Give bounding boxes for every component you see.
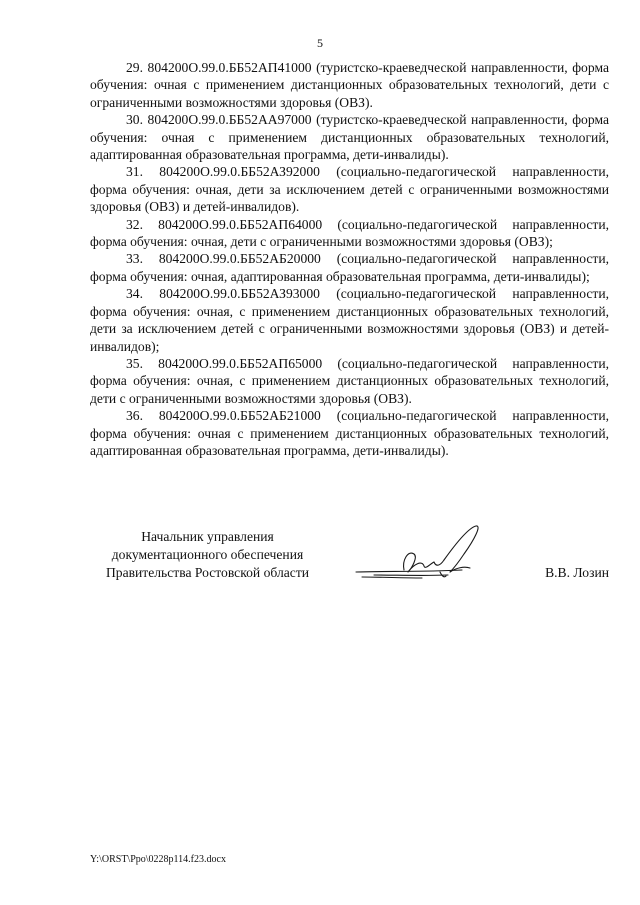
- list-item-32: [90, 216, 609, 251]
- list-item-29: [90, 59, 609, 111]
- page-number: 5: [317, 36, 323, 50]
- item-code: 30. 804200О.99.0.ББ52АА97000: [126, 112, 312, 128]
- item-text: (социально-педагогической направленности, форма обучения: очная, дети за исключением детей с ограниченными возможностями здоровья (ОВЗ) и детей-инвалидов).: [90, 164, 609, 215]
- item-code: 32. 804200О.99.0.ББ52АП64000: [126, 216, 323, 232]
- list-item-33: [90, 250, 609, 285]
- item-code: 34. 804200О.99.0.ББ52АЗ93000: [126, 286, 320, 302]
- handwritten-signature: [352, 520, 502, 595]
- item-code: 35. 804200О.99.0.ББ52АП65000: [126, 355, 323, 371]
- file-path-footer: Y:\ORST\Ppo\0228p114.f23.docx: [90, 854, 226, 865]
- document-body: [90, 59, 609, 459]
- title-line-3: Правительства Ростовской области: [105, 565, 310, 580]
- signatory-title: [90, 528, 325, 582]
- item-code: 36. 804200О.99.0.ББ52АБ21000: [126, 408, 321, 424]
- title-line-1: Начальник управления: [141, 529, 274, 544]
- item-text: (туристско-краеведческой направленности, форма обучения: очная с применением дистанционных образовательных технологий, адаптированная образовательная программа, дети-инвалиды).: [90, 112, 609, 163]
- item-text: (социально-педагогической направленности, форма обучения: очная, с применением дистанционных образовательных технологий, дети с ограниченными возможностями здоровья (ОВЗ).: [90, 355, 609, 406]
- item-code: 33. 804200О.99.0.ББ52АБ20000: [126, 251, 321, 267]
- item-text: (социально-педагогической направленности, форма обучения: очная, адаптированная образовательная программа, дети-инвалиды);: [90, 251, 609, 284]
- item-text: (туристско-краеведческой направленности, форма обучения: очная с применением дистанционных образовательных технологий, дети с ограниченными возможностями здоровья (ОВЗ).: [90, 60, 609, 110]
- list-item-30: [90, 111, 609, 163]
- item-text: (социально-педагогической направленности, форма обучения: очная, дети с ограниченными возможностями здоровья (ОВЗ);: [90, 216, 609, 250]
- list-item-31: [90, 163, 609, 215]
- signature-block: [90, 520, 609, 600]
- item-code: 29. 804200О.99.0.ББ52АП41000: [126, 60, 312, 75]
- item-text: (социально-педагогической направленности, форма обучения: очная с применением дистанционных образовательных технологий, адаптированная образовательная программа, дети-инвалиды).: [90, 408, 609, 458]
- item-text: (социально-педагогической направленности, форма обучения: очная, с применением дистанционных образовательных технологий, дети за исключением детей с ограниченными возможностями здоровья (ОВЗ) и детей-инвалидов);: [90, 286, 609, 354]
- item-code: 31. 804200О.99.0.ББ52АЗ92000: [126, 164, 320, 180]
- list-item-34: [90, 285, 609, 355]
- list-item-36: [90, 407, 609, 459]
- title-line-2: документационного обеспечения: [111, 547, 304, 562]
- signatory-name: В.В. Лозин: [545, 565, 609, 580]
- list-item-35: [90, 355, 609, 407]
